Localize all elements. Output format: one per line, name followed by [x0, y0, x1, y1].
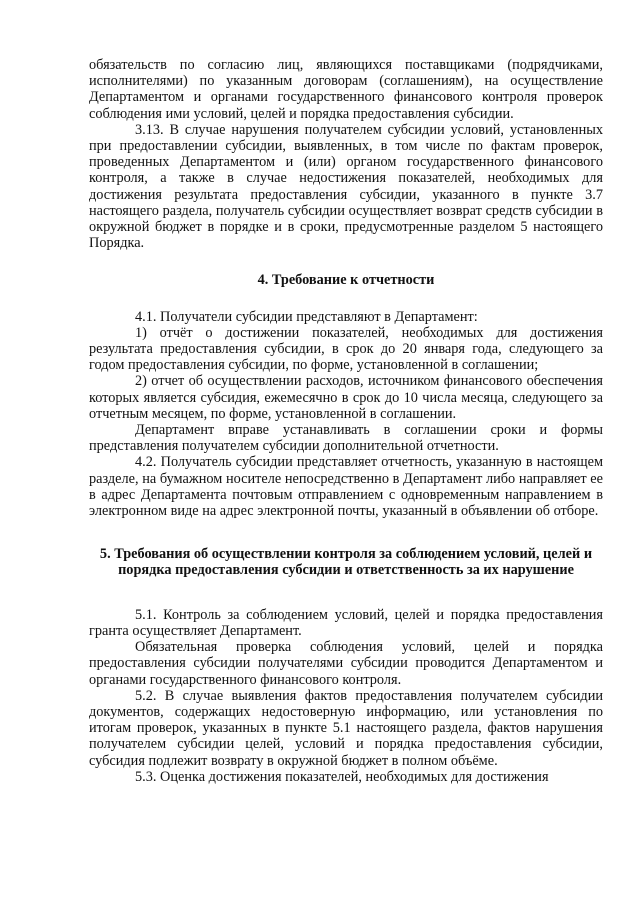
section-4-heading: 4. Требование к отчетности [257, 272, 435, 289]
paragraph-4-1: 4.1. Получатели субсидии представляют в Департамент: [135, 308, 478, 325]
paragraph-4-1-additional: Департамент вправе устанавливать в соглашении сроки и формы представления получателем субсидии дополнительной отчетности. [89, 422, 603, 455]
paragraph-5-2: 5.2. В случае выявления фактов предоставления получателем субсидии документов, содержащих недостоверную информацию, или установления по итогам проверок, указанных в пункте 5.1 настоящего раздела, фактов нарушения получателем субсидии целей, условий и порядка предоставления субсидии, субсидия подлежит возврату в окружной бюджет в полном объёме. [89, 687, 603, 769]
paragraph-5-3: 5.3. Оценка достижения показателей, необходимых для достижения [135, 768, 549, 785]
paragraph-3-13: 3.13. В случае нарушения получателем субсидии условий, установленных при предоставлении субсидии, выявленных, в том числе по фактам проверок, проведенных Департаментом и (или) органом государственного финансового контроля, а также в случае недостижения показателей, необходимых для достижения результата предоставления субсидии, указанного в пункте 3.7 настоящего раздела, получатель субсидии осуществляет возврат средств субсидии в окружной бюджет в порядке и в сроки, предусмотренные разделом 5 настоящего Порядка. [89, 121, 603, 252]
paragraph-5-1-check: Обязательная проверка соблюдения условий, целей и порядка предоставления субсидии получателями субсидии проводится Департаментом и органами государственного финансового контроля. [89, 639, 603, 688]
paragraph-4-2: 4.2. Получатель субсидии представляет отчетность, указанную в настоящем разделе, на бумажном носителе непосредственно в Департамент либо направляет ее в адрес Департамента почтовым отправлением с одновременным направлением в электронном виде на адрес электронной почты, указанный в объявлении об отборе. [89, 454, 603, 520]
paragraph-continuation: обязательств по согласию лиц, являющихся поставщиками (подрядчиками, исполнителями) по указанным договорам (соглашениям), на осуществление Департаментом и органами государственного финансового контроля проверок соблюдения ими условий, целей и порядка предоставления субсидии. [89, 57, 603, 122]
paragraph-5-1: 5.1. Контроль за соблюдением условий, целей и порядка предоставления гранта осуществляет Департамент. [89, 606, 603, 639]
paragraph-4-1-item-1: 1) отчёт о достижении показателей, необходимых для достижения результата предоставления субсидии, в срок до 20 января года, следующего за годом предоставления субсидии, по форме, установленной в соглашении; [89, 324, 603, 374]
document-page [89, 57, 603, 785]
paragraph-4-1-item-2: 2) отчет об осуществлении расходов, источником финансового обеспечения которых является субсидия, ежемесячно в срок до 10 числа месяца, следующего за отчетным месяцем, по форме, установленной в соглашении. [89, 373, 603, 422]
section-5-heading: 5. Требования об осуществлении контроля за соблюдением условий, целей и порядка предоставления субсидии и ответственность за их нарушение [99, 546, 593, 579]
